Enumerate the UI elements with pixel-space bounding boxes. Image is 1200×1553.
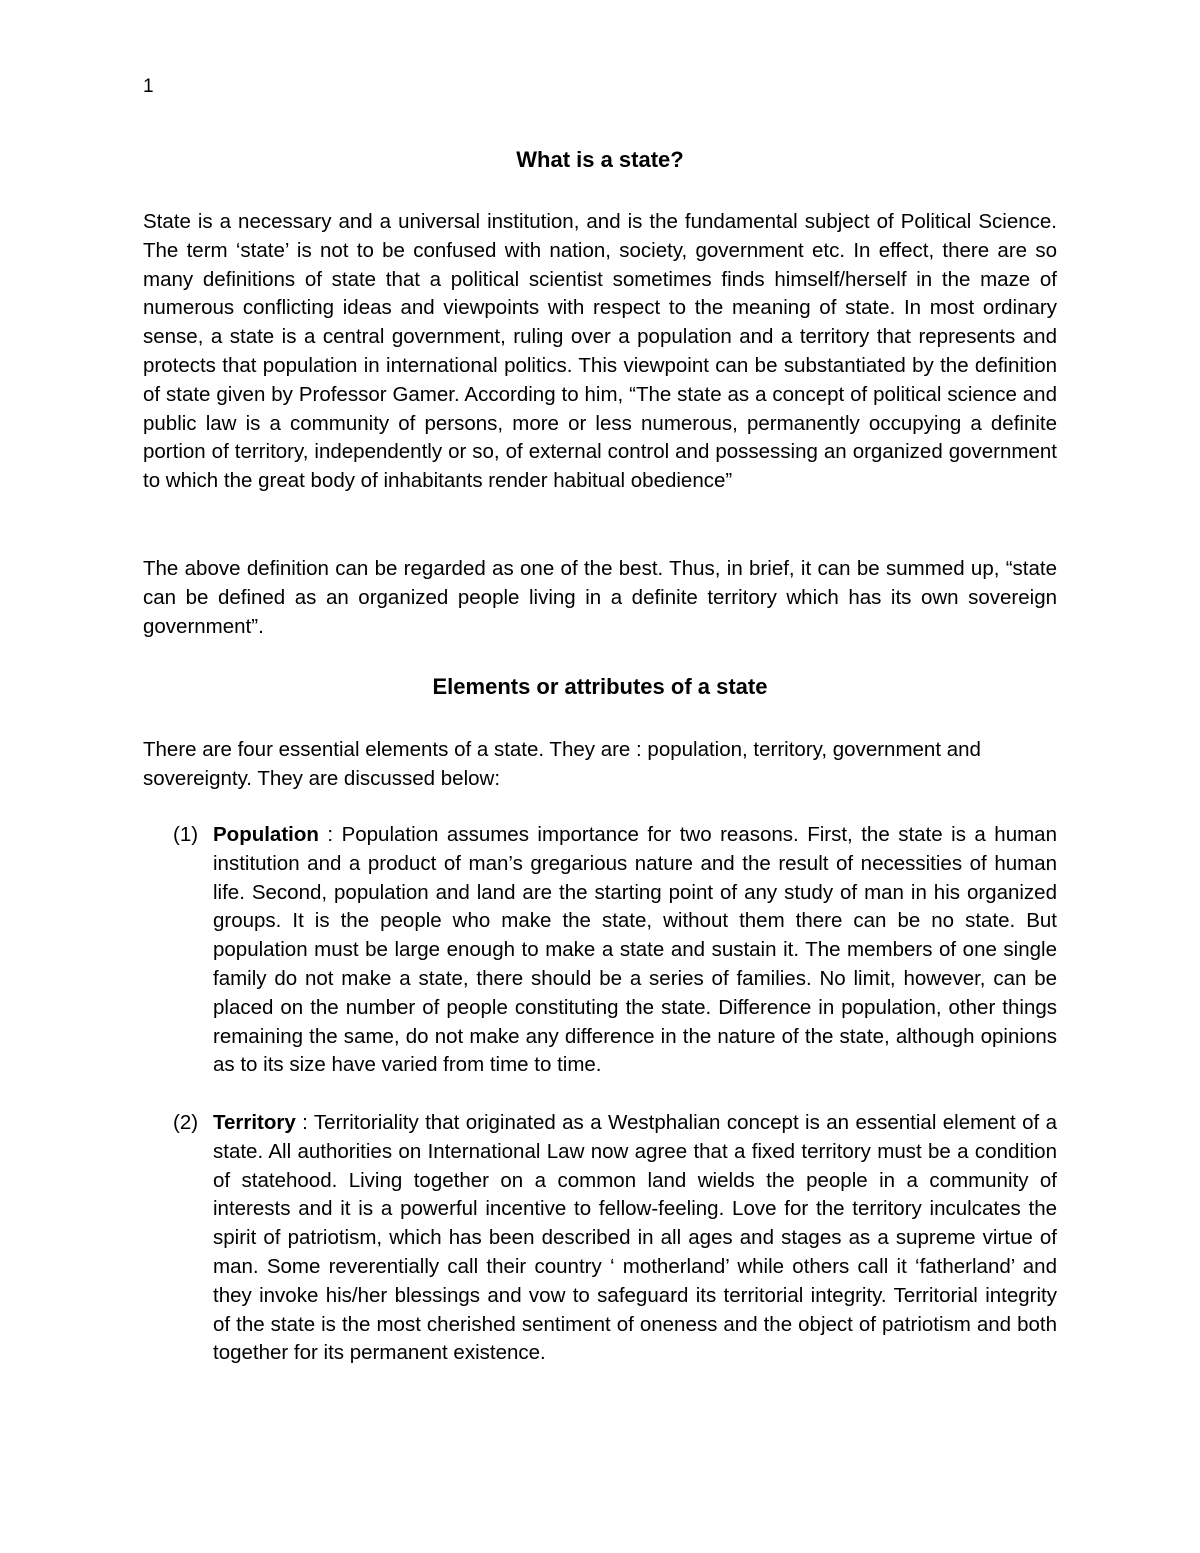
list-item-separator: : bbox=[295, 1111, 314, 1134]
list-marker: (1) bbox=[173, 823, 199, 846]
list-marker: (2) bbox=[173, 1111, 199, 1134]
definition-paragraph: State is a necessary and a universal institution, and is the fundamental subject of Political Science. The term ‘state’ is not to be confused with nation, society, government etc. In effect, there are so many definitions of state that a political scientist sometimes finds himself/herself in the maze of numerous conflicting ideas and viewpoints with respect to the meaning of state. In most ordinary sense, a state is a central government, ruling over a population and a territory that represents and protects that population in international politics. This viewpoint can be substantiated by the definition of state given by Professor Gamer. According to him, “The state as a concept of political science and public law is a community of persons, more or less numerous, permanently occupying a definite portion of territory, independently or so, of external control and possessing an organized government to which the great body of inhabitants render habitual obedience” bbox=[143, 210, 1057, 493]
list-item-separator: : bbox=[318, 823, 342, 846]
section-title-elements: Elements or attributes of a state bbox=[432, 674, 768, 699]
list-item-text: Territoriality that originated as a Westphalian concept is an essential element of a state. All authorities on International Law now agree that a fixed territory must be a condition of statehood. Living together on a common land wields the people in a community of interests and it is a powerful incentive to fellow-feeling. Love for the territory inculcates the spirit of patriotism, which has been described in all ages and stages as a supreme virtue of man. Some reverentially call their country ‘ motherland’ while others call it ‘fatherland’ and they invoke his/her blessings and vow to safeguard its territorial integrity. Territorial integrity of the state is the most cherished sentiment of oneness and the object of patriotism and both together for its permanent existence. bbox=[213, 1111, 1058, 1365]
summary-paragraph: The above definition can be regarded as one of the best. Thus, in brief, it can be summed up, “state can be defined as an organized people living in a definite territory which has its own sovereign government”. bbox=[143, 557, 1057, 638]
list-item-text: Population assumes importance for two reasons. First, the state is a human institution and a product of man’s gregarious nature and the result of necessities of human life. Second, population and land are the starting point of any study of man in his organized groups. It is the people who make the state, without them there can be no state. But population must be large enough to make a state and sustain it. The members of one single family do not make a state, there should be a series of families. No limit, however, can be placed on the number of people constituting the state. Difference in population, other things remaining the same, do not make any difference in the nature of the state, although opinions as to its size have varied from time to time. bbox=[213, 823, 1057, 1077]
list-item-term: Population bbox=[213, 823, 319, 846]
list-item-term: Territory bbox=[213, 1111, 296, 1134]
elements-intro-paragraph: There are four essential elements of a state. They are : population, territory, government and sovereignty. They are discussed below: bbox=[143, 738, 981, 790]
section-title-what-is-a-state: What is a state? bbox=[516, 147, 684, 172]
list-item-body bbox=[213, 821, 1057, 1080]
list-item-body bbox=[213, 1109, 1057, 1368]
page-number: 1 bbox=[143, 76, 154, 97]
